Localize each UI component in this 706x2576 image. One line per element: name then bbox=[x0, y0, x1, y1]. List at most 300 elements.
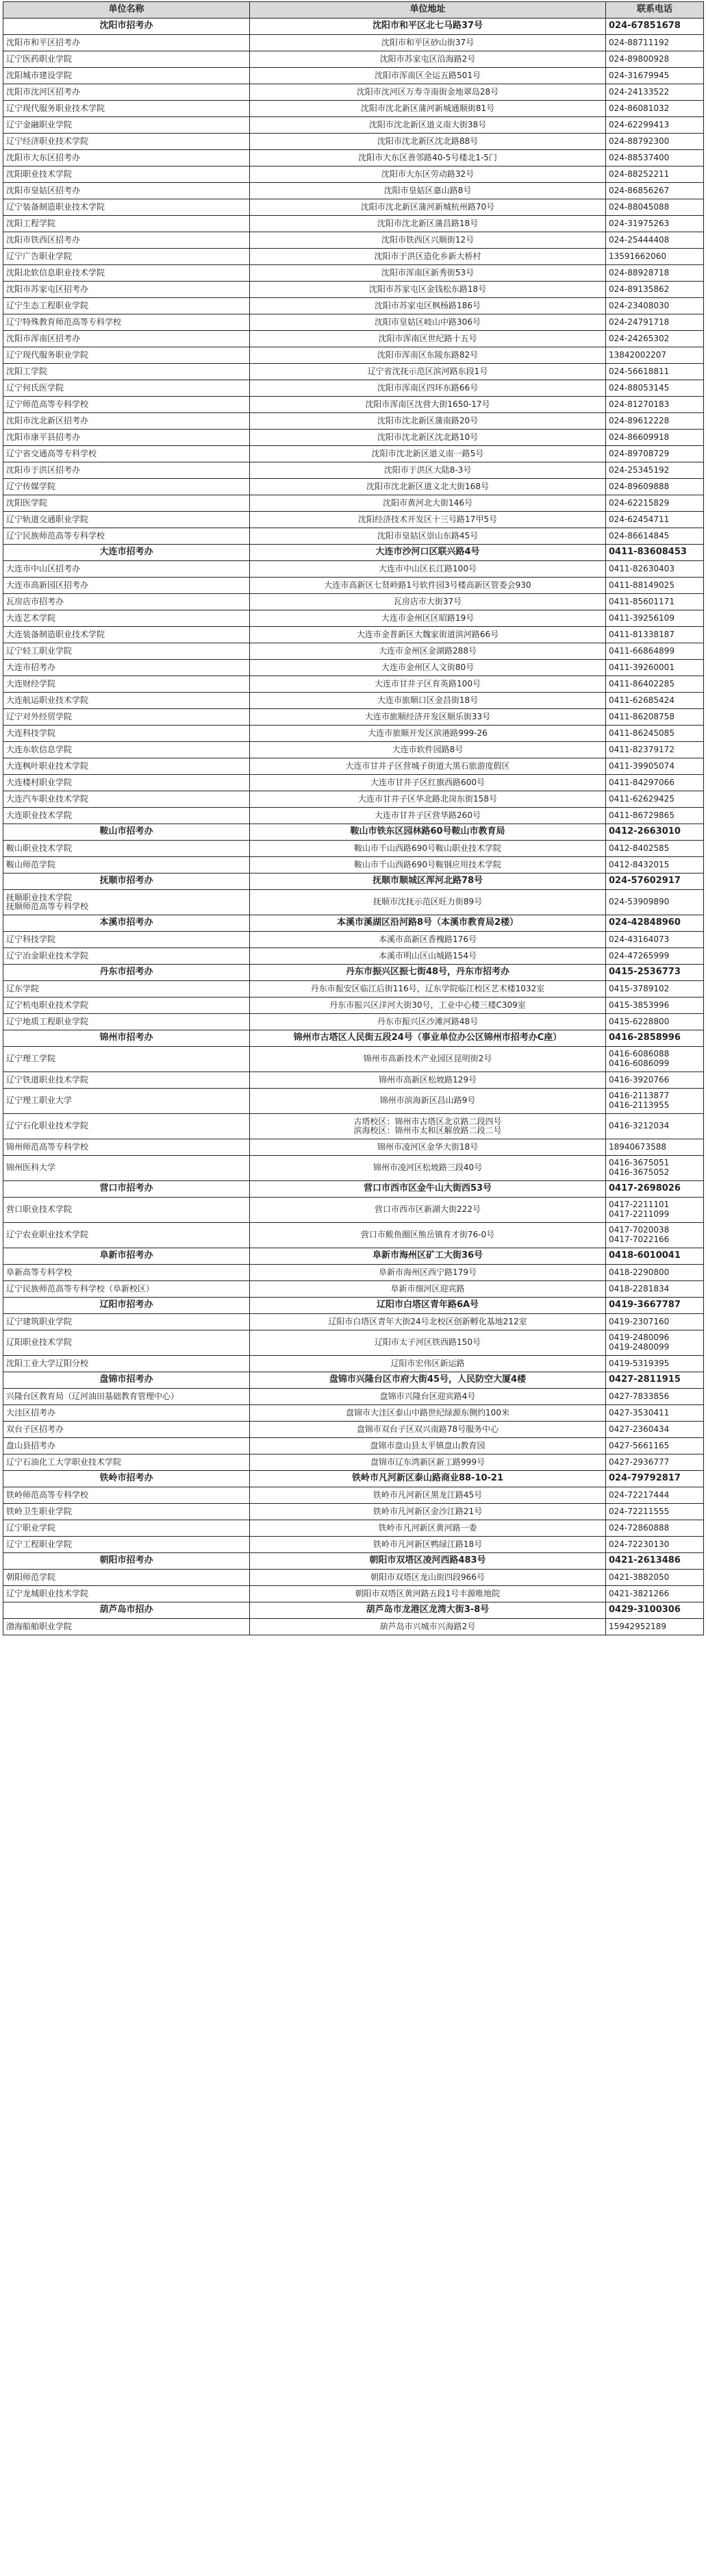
cell-address: 沈阳市和平区砂山街37号 bbox=[250, 35, 606, 51]
cell-name: 大连枫叶职业技术学院 bbox=[3, 758, 250, 775]
cell-name: 兴隆台区教育局（辽河油田基础教育管理中心） bbox=[3, 1389, 250, 1405]
cell-name: 抚顺市招考办 bbox=[3, 874, 250, 890]
cell-phone: 0411-86208758 bbox=[606, 709, 704, 726]
cell-name: 辽阳职业技术学院 bbox=[3, 1330, 250, 1356]
cell-phone: 0411-85601171 bbox=[606, 594, 704, 610]
cell-phone: 0418-6010041 bbox=[606, 1248, 704, 1265]
cell-address: 沈阳市皇姑区崇山东路45号 bbox=[250, 528, 606, 545]
cell-address: 铁岭市凡河新区鸭绿江路18号 bbox=[250, 1537, 606, 1553]
cell-phone: 0427-2360434 bbox=[606, 1422, 704, 1438]
cell-phone: 0411-62629425 bbox=[606, 791, 704, 808]
cell-phone: 024-31975263 bbox=[606, 216, 704, 232]
cell-address: 沈阳市于洪区大陆8-3号 bbox=[250, 462, 606, 479]
cell-phone: 024-25444408 bbox=[606, 232, 704, 249]
cell-name: 辽宁广告职业学院 bbox=[3, 249, 250, 265]
cell-address: 朝阳市双塔区黄河路五段1号丰源唯地院 bbox=[250, 1586, 606, 1602]
cell-address: 辽阳市白塔区青年路6A号 bbox=[250, 1298, 606, 1314]
table-row bbox=[3, 932, 704, 948]
cell-phone: 024-72217444 bbox=[606, 1487, 704, 1504]
cell-name: 鞍山师范学院 bbox=[3, 857, 250, 874]
cell-name: 沈阳工程学院 bbox=[3, 216, 250, 232]
cell-address: 沈阳市和平区北七马路37号 bbox=[250, 18, 606, 35]
cell-name: 沈阳市苏家屯区招考办 bbox=[3, 282, 250, 298]
cell-phone: 0411-39256109 bbox=[606, 610, 704, 627]
cell-phone: 024-24265302 bbox=[606, 331, 704, 347]
cell-address: 阜新市细河区迎宾路 bbox=[250, 1281, 606, 1298]
cell-address: 盘锦市兴隆台区市府大街45号，人民防空大厦4楼 bbox=[250, 1372, 606, 1389]
cell-name: 沈阳北软信息职业技术学院 bbox=[3, 265, 250, 282]
cell-name: 鞍山市招考办 bbox=[3, 824, 250, 841]
cell-phone: 13591662060 bbox=[606, 249, 704, 265]
cell-address: 鞍山市千山西路690号鞍钢应用技术学院 bbox=[250, 857, 606, 874]
cell-name: 辽宁传媒学院 bbox=[3, 479, 250, 495]
table-row bbox=[3, 610, 704, 627]
cell-name: 渤海船舶职业学院 bbox=[3, 1619, 250, 1635]
table-row bbox=[3, 479, 704, 495]
cell-address: 沈阳市苏家屯区金钱松东路18号 bbox=[250, 282, 606, 298]
cell-phone: 024-89800928 bbox=[606, 51, 704, 68]
cell-name: 辽宁生态工程职业学院 bbox=[3, 298, 250, 314]
table-row bbox=[3, 1438, 704, 1454]
cell-phone: 0411-88149025 bbox=[606, 578, 704, 594]
cell-name: 锦州师范高等专科学校 bbox=[3, 1139, 250, 1156]
table-row-office bbox=[3, 1602, 704, 1619]
cell-address-line: 古塔校区：锦州市古塔区北京路二段四号 bbox=[353, 1116, 502, 1126]
table-row bbox=[3, 676, 704, 693]
table-row bbox=[3, 1405, 704, 1422]
cell-address: 盘锦市兴隆台区迎宾路4号 bbox=[250, 1389, 606, 1405]
cell-name: 辽宁轻工职业学院 bbox=[3, 643, 250, 660]
cell-phone-line: 0417-7022166 bbox=[609, 1235, 670, 1244]
table-row bbox=[3, 150, 704, 166]
cell-address: 瓦房店市大街37号 bbox=[250, 594, 606, 610]
cell-name: 铁岭市招考办 bbox=[3, 1471, 250, 1487]
table-row bbox=[3, 413, 704, 430]
cell-address: 营口市西市区新湖大街222号 bbox=[250, 1198, 606, 1223]
cell-address: 本溪市高新区香槐路176号 bbox=[250, 932, 606, 948]
table-row bbox=[3, 183, 704, 199]
cell-phone: 024-25345192 bbox=[606, 462, 704, 479]
cell-name: 辽宁师范高等专科学校 bbox=[3, 397, 250, 413]
cell-phone: 0411-66864899 bbox=[606, 643, 704, 660]
cell-phone: 024-23408030 bbox=[606, 298, 704, 314]
cell-name: 辽宁对外经贸学院 bbox=[3, 709, 250, 726]
cell-phone: 024-89609888 bbox=[606, 479, 704, 495]
cell-phone: 0416-2858996 bbox=[606, 1030, 704, 1047]
table-row bbox=[3, 1586, 704, 1602]
cell-address: 沈阳市沈北新区道义北大街168号 bbox=[250, 479, 606, 495]
cell-address: 鞍山市千山西路690号鞍山职业技术学院 bbox=[250, 841, 606, 857]
table-row bbox=[3, 948, 704, 965]
cell-address: 大连市甘井子区红旗西路600号 bbox=[250, 775, 606, 791]
cell-address: 大连市软件园路8号 bbox=[250, 742, 606, 758]
table-row bbox=[3, 1537, 704, 1553]
table-row bbox=[3, 495, 704, 512]
table-row bbox=[3, 1619, 704, 1635]
table-row bbox=[3, 397, 704, 413]
cell-name: 大连楼村职业学院 bbox=[3, 775, 250, 791]
cell-phone: 024-89708729 bbox=[606, 446, 704, 462]
cell-name: 沈阳市招考办 bbox=[3, 18, 250, 35]
cell-phone: 024-79792817 bbox=[606, 1471, 704, 1487]
cell-address: 沈阳市沈北新区蒲昌路18号 bbox=[250, 216, 606, 232]
cell-address: 大连市金州区金湖路288号 bbox=[250, 643, 606, 660]
cell-name: 大连市招考办 bbox=[3, 545, 250, 561]
cell-phone: 024-81270183 bbox=[606, 397, 704, 413]
table-row bbox=[3, 1454, 704, 1471]
cell-address: 铁岭市凡河新区黑龙江路45号 bbox=[250, 1487, 606, 1504]
cell-phone bbox=[606, 1330, 704, 1356]
cell-name: 大连东软信息学院 bbox=[3, 742, 250, 758]
cell-phone bbox=[606, 1198, 704, 1223]
cell-address: 沈阳经济技术开发区十三号路17甲5号 bbox=[250, 512, 606, 528]
table-row-office bbox=[3, 915, 704, 932]
cell-phone-line: 0417-2211101 bbox=[609, 1200, 670, 1210]
table-row bbox=[3, 1281, 704, 1298]
table-row bbox=[3, 35, 704, 51]
table-row bbox=[3, 380, 704, 397]
cell-name: 大连科技学院 bbox=[3, 726, 250, 742]
cell-phone: 0411-83608453 bbox=[606, 545, 704, 561]
table-row bbox=[3, 68, 704, 84]
cell-name: 盘山县招考办 bbox=[3, 1438, 250, 1454]
table-row bbox=[3, 1356, 704, 1372]
table-row bbox=[3, 693, 704, 709]
cell-name: 辽宁职业学院 bbox=[3, 1520, 250, 1537]
cell-address: 辽阳市太子河区铁西路150号 bbox=[250, 1330, 606, 1356]
cell-phone: 024-88792300 bbox=[606, 134, 704, 150]
cell-name: 沈阳市于洪区招考办 bbox=[3, 462, 250, 479]
table-row-office bbox=[3, 18, 704, 35]
cell-address: 丹东市振兴区沙滩河路48号 bbox=[250, 1014, 606, 1030]
cell-phone: 024-24133522 bbox=[606, 84, 704, 101]
table-row bbox=[3, 1047, 704, 1072]
cell-address: 营口市西市区金牛山大街西53号 bbox=[250, 1181, 606, 1198]
cell-phone: 024-88252211 bbox=[606, 166, 704, 183]
table-row bbox=[3, 1265, 704, 1281]
cell-address: 沈阳市沈北新区沈北路88号 bbox=[250, 134, 606, 150]
cell-address: 大连市中山区长江路100号 bbox=[250, 561, 606, 578]
cell-phone: 0419-3667787 bbox=[606, 1298, 704, 1314]
table-row bbox=[3, 364, 704, 380]
cell-phone: 0416-3212034 bbox=[606, 1114, 704, 1139]
table-row bbox=[3, 594, 704, 610]
cell-address: 锦州市滨海新区昌山路9号 bbox=[250, 1089, 606, 1114]
cell-address: 铁岭市凡河新区金沙江路21号 bbox=[250, 1504, 606, 1520]
cell-name: 辽宁铁道职业技术学院 bbox=[3, 1072, 250, 1089]
cell-name: 瓦房店市招考办 bbox=[3, 594, 250, 610]
cell-name: 大连艺术学院 bbox=[3, 610, 250, 627]
cell-name: 锦州医科大学 bbox=[3, 1156, 250, 1181]
cell-phone: 024-72860888 bbox=[606, 1520, 704, 1537]
cell-phone: 0421-3821266 bbox=[606, 1586, 704, 1602]
cell-name: 沈阳市浑南区招考办 bbox=[3, 331, 250, 347]
table-row-office bbox=[3, 1030, 704, 1047]
cell-phone: 0411-82630403 bbox=[606, 561, 704, 578]
table-row bbox=[3, 627, 704, 643]
cell-address: 锦州市古塔区人民街五段24号（事业单位办公区锦州市招考办C座） bbox=[250, 1030, 606, 1047]
cell-phone: 0421-2613486 bbox=[606, 1553, 704, 1570]
cell-phone: 024-88045088 bbox=[606, 199, 704, 216]
cell-phone: 024-72211555 bbox=[606, 1504, 704, 1520]
cell-phone: 0427-2811915 bbox=[606, 1372, 704, 1389]
cell-address: 沈阳市沈北新区道义南大街38号 bbox=[250, 117, 606, 134]
cell-phone: 0411-81338187 bbox=[606, 627, 704, 643]
cell-name: 双台子区招考办 bbox=[3, 1422, 250, 1438]
cell-address: 葫芦岛市龙港区龙湾大街3-8号 bbox=[250, 1602, 606, 1619]
table-row bbox=[3, 1114, 704, 1139]
cell-name: 辽宁地质工程职业学院 bbox=[3, 1014, 250, 1030]
cell-name: 辽宁冶金职业技术学院 bbox=[3, 948, 250, 965]
cell-name: 辽宁轨道交通职业学院 bbox=[3, 512, 250, 528]
cell-address: 大连市甘井子区华北路北岗东街158号 bbox=[250, 791, 606, 808]
cell-name: 沈阳工业大学辽阳分校 bbox=[3, 1356, 250, 1372]
table-row bbox=[3, 1223, 704, 1248]
cell-address: 大连市高新区七贤岭路1号软件园3号楼高新区管委会930 bbox=[250, 578, 606, 594]
table-row bbox=[3, 890, 704, 915]
cell-name: 阜新高等专科学校 bbox=[3, 1265, 250, 1281]
cell-address: 抚顺市顺城区浑河北路78号 bbox=[250, 874, 606, 890]
cell-address: 沈阳市浑南区沈营大街1650-17号 bbox=[250, 397, 606, 413]
cell-address: 沈阳市大东区善邻路40-5号楼北1-5门 bbox=[250, 150, 606, 166]
cell-name: 辽宁何氏医学院 bbox=[3, 380, 250, 397]
cell-address: 阜新市海州区矿工大街36号 bbox=[250, 1248, 606, 1265]
cell-name: 大连汽车职业技术学院 bbox=[3, 791, 250, 808]
cell-address: 沈阳市苏家屯区枫杨路186号 bbox=[250, 298, 606, 314]
table-row bbox=[3, 1198, 704, 1223]
cell-name: 铁岭师范高等专科学校 bbox=[3, 1487, 250, 1504]
cell-phone: 0418-2281834 bbox=[606, 1281, 704, 1298]
cell-phone: 0415-3789102 bbox=[606, 981, 704, 998]
cell-phone: 024-86081032 bbox=[606, 101, 704, 117]
cell-name: 大连市中山区招考办 bbox=[3, 561, 250, 578]
cell-phone: 0411-82379172 bbox=[606, 742, 704, 758]
cell-address: 沈阳市浑南区新秀街53号 bbox=[250, 265, 606, 282]
cell-name: 大洼区招考办 bbox=[3, 1405, 250, 1422]
cell-address: 本溪市明山区山城路154号 bbox=[250, 948, 606, 965]
cell-name: 辽宁民族师范高等专科学校 bbox=[3, 528, 250, 545]
cell-address: 沈阳市沈北新区蒲南路20号 bbox=[250, 413, 606, 430]
cell-phone: 024-31679945 bbox=[606, 68, 704, 84]
table-row bbox=[3, 561, 704, 578]
cell-address: 大连市甘井子区营城子街道大黑石旅游度假区 bbox=[250, 758, 606, 775]
cell-address: 沈阳市沈河区万寿寺南街金地翠岛28号 bbox=[250, 84, 606, 101]
table-row bbox=[3, 841, 704, 857]
cell-phone: 0415-3853996 bbox=[606, 998, 704, 1014]
cell-name: 辽宁科技学院 bbox=[3, 932, 250, 948]
table-row bbox=[3, 528, 704, 545]
cell-address: 盘锦市双台子区双兴南路78号服务中心 bbox=[250, 1422, 606, 1438]
cell-phone: 0411-39260001 bbox=[606, 660, 704, 676]
cell-name: 辽宁石油化工大学职业技术学院 bbox=[3, 1454, 250, 1471]
cell-phone bbox=[606, 1156, 704, 1181]
table-row bbox=[3, 578, 704, 594]
cell-phone: 024-88053145 bbox=[606, 380, 704, 397]
header-name: 单位名称 bbox=[3, 2, 250, 18]
cell-name: 辽宁机电职业技术学院 bbox=[3, 998, 250, 1014]
table-row bbox=[3, 981, 704, 998]
cell-address: 沈阳市浑南区世纪路十五号 bbox=[250, 331, 606, 347]
cell-address: 辽阳市宏伟区新运路 bbox=[250, 1356, 606, 1372]
table-row bbox=[3, 660, 704, 676]
cell-phone: 024-67851678 bbox=[606, 18, 704, 35]
cell-name: 辽宁石化职业技术学院 bbox=[3, 1114, 250, 1139]
cell-address: 鞍山市铁东区园林路60号鞍山市教育局 bbox=[250, 824, 606, 841]
cell-address: 大连市金州区人文街80号 bbox=[250, 660, 606, 676]
cell-name: 大连财经学院 bbox=[3, 676, 250, 693]
cell-address: 大连市沙河口区联兴路4号 bbox=[250, 545, 606, 561]
cell-address: 丹东市振兴区振七街48号，丹东市招考办 bbox=[250, 965, 606, 981]
cell-address: 沈阳市铁西区兴顺街12号 bbox=[250, 232, 606, 249]
cell-phone: 024-72230130 bbox=[606, 1537, 704, 1553]
cell-name: 辽宁装备制造职业技术学院 bbox=[3, 199, 250, 216]
cell-phone: 0411-84297066 bbox=[606, 775, 704, 791]
table-row-office bbox=[3, 1471, 704, 1487]
cell-phone: 15942952189 bbox=[606, 1619, 704, 1635]
cell-name: 辽宁工程职业学院 bbox=[3, 1537, 250, 1553]
cell-phone: 024-62299413 bbox=[606, 117, 704, 134]
cell-name: 辽宁理工职业大学 bbox=[3, 1089, 250, 1114]
cell-phone: 0427-5661165 bbox=[606, 1438, 704, 1454]
cell-phone: 0419-5319395 bbox=[606, 1356, 704, 1372]
table-row bbox=[3, 1570, 704, 1586]
cell-phone-line: 0417-7020038 bbox=[609, 1225, 670, 1235]
table-row bbox=[3, 775, 704, 791]
table-row bbox=[3, 232, 704, 249]
table-row-office bbox=[3, 1181, 704, 1198]
cell-address: 铁岭市凡河新区泰山路商业88-10-21 bbox=[250, 1471, 606, 1487]
cell-name: 阜新市招考办 bbox=[3, 1248, 250, 1265]
cell-name: 鞍山职业技术学院 bbox=[3, 841, 250, 857]
table-row bbox=[3, 117, 704, 134]
cell-address: 盘锦市盘山县太平镇盘山教育园 bbox=[250, 1438, 606, 1454]
table-row-office bbox=[3, 1553, 704, 1570]
cell-phone: 024-43164073 bbox=[606, 932, 704, 948]
table-row bbox=[3, 298, 704, 314]
table-row bbox=[3, 430, 704, 446]
cell-address: 朝阳市双塔区凌河西路483号 bbox=[250, 1553, 606, 1570]
cell-name: 朝阳市招考办 bbox=[3, 1553, 250, 1570]
cell-name: 辽阳市招考办 bbox=[3, 1298, 250, 1314]
cell-address: 锦州市高新技术产业园区昆明街2号 bbox=[250, 1047, 606, 1072]
cell-name: 辽东学院 bbox=[3, 981, 250, 998]
cell-address: 盘锦市辽东湾新区新工路999号 bbox=[250, 1454, 606, 1471]
table-header-row bbox=[3, 2, 704, 18]
cell-address: 盘锦市大洼区泰山中路世纪绿源东侧约100米 bbox=[250, 1405, 606, 1422]
cell-address: 铁岭市凡河新区黄河路一委 bbox=[250, 1520, 606, 1537]
cell-address: 沈阳市浑南区全运五路501号 bbox=[250, 68, 606, 84]
cell-name: 朝阳师范学院 bbox=[3, 1570, 250, 1586]
table-row bbox=[3, 199, 704, 216]
cell-phone-line: 0416-6086099 bbox=[609, 1058, 670, 1068]
table-row bbox=[3, 134, 704, 150]
cell-address: 沈阳市浑南区四环东路66号 bbox=[250, 380, 606, 397]
cell-address: 大连市旅顺经济开发区顺乐街33号 bbox=[250, 709, 606, 726]
cell-name: 辽宁省交通高等专科学校 bbox=[3, 446, 250, 462]
cell-name: 铁岭卫生职业学院 bbox=[3, 1504, 250, 1520]
cell-address: 葫芦岛市兴城市兴海路2号 bbox=[250, 1619, 606, 1635]
table-row bbox=[3, 347, 704, 364]
cell-phone-line: 0419-2480096 bbox=[609, 1333, 670, 1343]
cell-address: 锦州市凌河区金华大街18号 bbox=[250, 1139, 606, 1156]
cell-phone-line: 0416-2113877 bbox=[609, 1091, 670, 1101]
cell-phone: 024-62215829 bbox=[606, 495, 704, 512]
cell-name: 辽宁现代服务职业技术学院 bbox=[3, 101, 250, 117]
cell-phone: 0411-86402285 bbox=[606, 676, 704, 693]
cell-name: 营口职业技术学院 bbox=[3, 1198, 250, 1223]
cell-address: 沈阳市沈北新区道义南一路5号 bbox=[250, 446, 606, 462]
cell-name: 辽宁龙城职业技术学院 bbox=[3, 1586, 250, 1602]
cell-address: 锦州市高新区松坡路129号 bbox=[250, 1072, 606, 1089]
table-row-office bbox=[3, 1248, 704, 1265]
cell-address: 营口市鲅鱼圈区熊岳镇育才街76-0号 bbox=[250, 1223, 606, 1248]
cell-address: 辽阳市白塔区青年大街24号北校区创新孵化基地212室 bbox=[250, 1314, 606, 1330]
cell-phone: 0412-8432015 bbox=[606, 857, 704, 874]
cell-phone: 024-89135862 bbox=[606, 282, 704, 298]
table-row bbox=[3, 166, 704, 183]
cell-phone: 024-42848960 bbox=[606, 915, 704, 932]
cell-name-line: 抚顺职业技术学院 bbox=[6, 892, 73, 902]
table-row bbox=[3, 282, 704, 298]
cell-phone: 024-62454711 bbox=[606, 512, 704, 528]
table-row bbox=[3, 1504, 704, 1520]
table-row bbox=[3, 998, 704, 1014]
cell-name: 本溪市招考办 bbox=[3, 915, 250, 932]
table-row bbox=[3, 249, 704, 265]
cell-phone bbox=[606, 1089, 704, 1114]
cell-address: 大连市金普新区大魏家街道滨河路66号 bbox=[250, 627, 606, 643]
cell-name: 辽宁特殊教育师范高等专科学校 bbox=[3, 314, 250, 331]
cell-name: 大连航运职业技术学院 bbox=[3, 693, 250, 709]
table-row bbox=[3, 758, 704, 775]
cell-address: 大连市甘井子区营华路260号 bbox=[250, 808, 606, 824]
cell-phone: 0427-3530411 bbox=[606, 1405, 704, 1422]
cell-name: 大连职业技术学院 bbox=[3, 808, 250, 824]
cell-phone: 024-53909890 bbox=[606, 890, 704, 915]
table-row bbox=[3, 331, 704, 347]
cell-phone: 0411-86245085 bbox=[606, 726, 704, 742]
cell-address: 大连市旅顺开发区滨港路999-26 bbox=[250, 726, 606, 742]
cell-phone: 024-88537400 bbox=[606, 150, 704, 166]
cell-name: 盘锦市招考办 bbox=[3, 1372, 250, 1389]
table-row bbox=[3, 101, 704, 117]
cell-phone: 024-86614845 bbox=[606, 528, 704, 545]
cell-address: 沈阳市沈北新区蒲河新城通顺街81号 bbox=[250, 101, 606, 117]
header-address: 单位地址 bbox=[250, 2, 606, 18]
cell-name: 辽宁理工学院 bbox=[3, 1047, 250, 1072]
cell-phone: 024-57602917 bbox=[606, 874, 704, 890]
cell-name: 大连市招考办 bbox=[3, 660, 250, 676]
cell-phone: 0427-7833856 bbox=[606, 1389, 704, 1405]
table-row-office bbox=[3, 1372, 704, 1389]
cell-name: 辽宁经济职业技术学院 bbox=[3, 134, 250, 150]
table-row bbox=[3, 1389, 704, 1405]
table-row bbox=[3, 51, 704, 68]
cell-phone: 0427-2936777 bbox=[606, 1454, 704, 1471]
table-row bbox=[3, 1156, 704, 1181]
table-row bbox=[3, 1330, 704, 1356]
cell-name: 辽宁建筑职业学院 bbox=[3, 1314, 250, 1330]
cell-address: 大连市金州区区昭路19号 bbox=[250, 610, 606, 627]
cell-phone: 0421-3882050 bbox=[606, 1570, 704, 1586]
cell-address: 大连市旅顺口区金昌街18号 bbox=[250, 693, 606, 709]
cell-phone-line: 0419-2480099 bbox=[609, 1342, 670, 1352]
table-row bbox=[3, 1422, 704, 1438]
cell-phone: 024-88928718 bbox=[606, 265, 704, 282]
table-row bbox=[3, 726, 704, 742]
cell-phone: 13842002207 bbox=[606, 347, 704, 364]
table-row bbox=[3, 446, 704, 462]
